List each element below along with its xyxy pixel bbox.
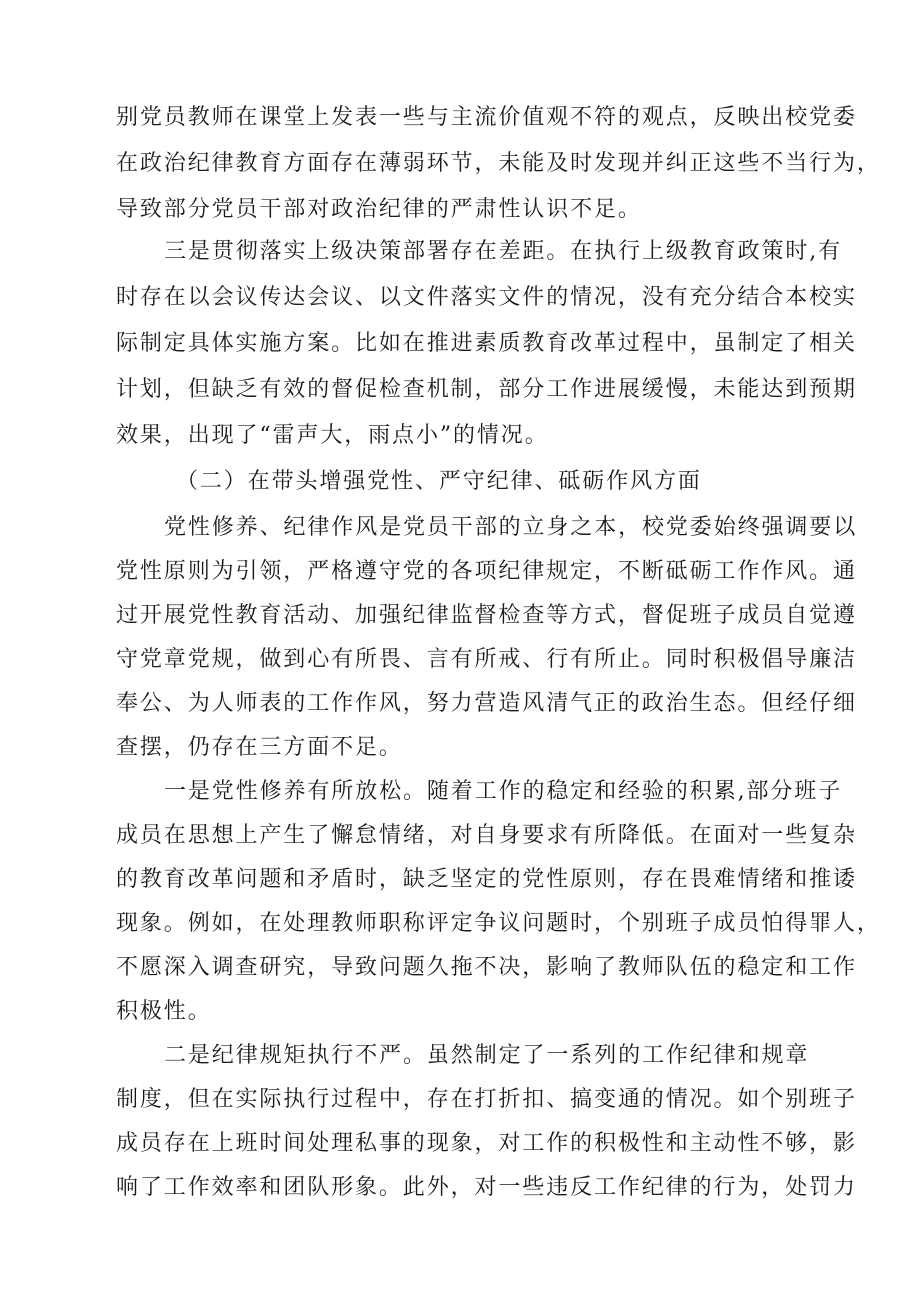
body-text-line: 过开展党性教育活动、加强纪律监督检查等方式，督促班子成员自觉遵: [116, 603, 857, 628]
body-text-line: 在政治纪律教育方面存在薄弱环节，未能及时发现并纠正这些不当行为，: [116, 151, 881, 176]
body-text-line: 效果，出现了“雷声大，雨点小”的情况。: [116, 423, 549, 448]
body-text-line: 际制定具体实施方案。比如在推进素质教育改革过程中，虽制定了相关: [116, 331, 857, 356]
paragraph-first-line: 党性修养、纪律作风是党员干部的立身之本，校党委始终强调要以: [164, 515, 858, 540]
section-heading: （二）在带头增强党性、严守纪律、砥砺作风方面: [176, 469, 702, 494]
body-text-line: 现象。例如，在处理教师职称评定争议问题时，个别班子成员怕得罪人，: [116, 911, 881, 936]
body-text-line: 计划，但缺乏有效的督促检查机制，部分工作进展缓慢，未能达到预期: [116, 377, 857, 402]
body-text-line: 导致部分党员干部对政治纪律的严肃性认识不足。: [116, 197, 642, 222]
body-text-line: 守党章党规，做到心有所畏、言有所戒、行有所止。同时积极倡导廉洁: [116, 647, 857, 672]
body-text-line: 时存在以会议传达会议、以文件落实文件的情况，没有充分结合本校实: [116, 285, 857, 310]
body-text-line: 奉公、为人师表的工作作风，努力营造风清气正的政治生态。但经仔细: [116, 691, 857, 716]
body-text-line: 的教育改革问题和矛盾时，缺乏坚定的党性原则，存在畏难情绪和推诿: [116, 867, 857, 892]
body-text-line: 查摆，仍存在三方面不足。: [116, 735, 403, 760]
body-text-line: 成员存在上班时间处理私事的现象，对工作的积极性和主动性不够，影: [116, 1131, 857, 1156]
body-text-line: 不愿深入调查研究，导致问题久拖不决，影响了教师队伍的稳定和工作: [116, 955, 857, 980]
body-text-line: 党性原则为引领，严格遵守党的各项纪律规定，不断砥砺工作作风。通: [116, 559, 857, 584]
body-text-line: 积极性。: [116, 999, 212, 1024]
body-text-line: 响了工作效率和团队形象。此外，对一些违反工作纪律的行为，处罚力: [116, 1175, 857, 1200]
paragraph-first-line: 二是纪律规矩执行不严。虽然制定了一系列的工作纪律和规章: [164, 1043, 810, 1068]
paragraph-first-line: 三是贯彻落实上级决策部署存在差距。在执行上级教育政策时,有: [164, 239, 843, 264]
body-text-line: 制度，但在实际执行过程中，存在打折扣、搞变通的情况。如个别班子: [116, 1087, 857, 1112]
body-text-line: 别党员教师在课堂上发表一些与主流价值观不符的观点，反映出校党委: [116, 105, 857, 130]
paragraph-first-line: 一是党性修养有所放松。随着工作的稳定和经验的积累,部分班子: [164, 779, 843, 804]
body-text-line: 成员在思想上产生了懈怠情绪，对自身要求有所降低。在面对一些复杂: [116, 823, 857, 848]
